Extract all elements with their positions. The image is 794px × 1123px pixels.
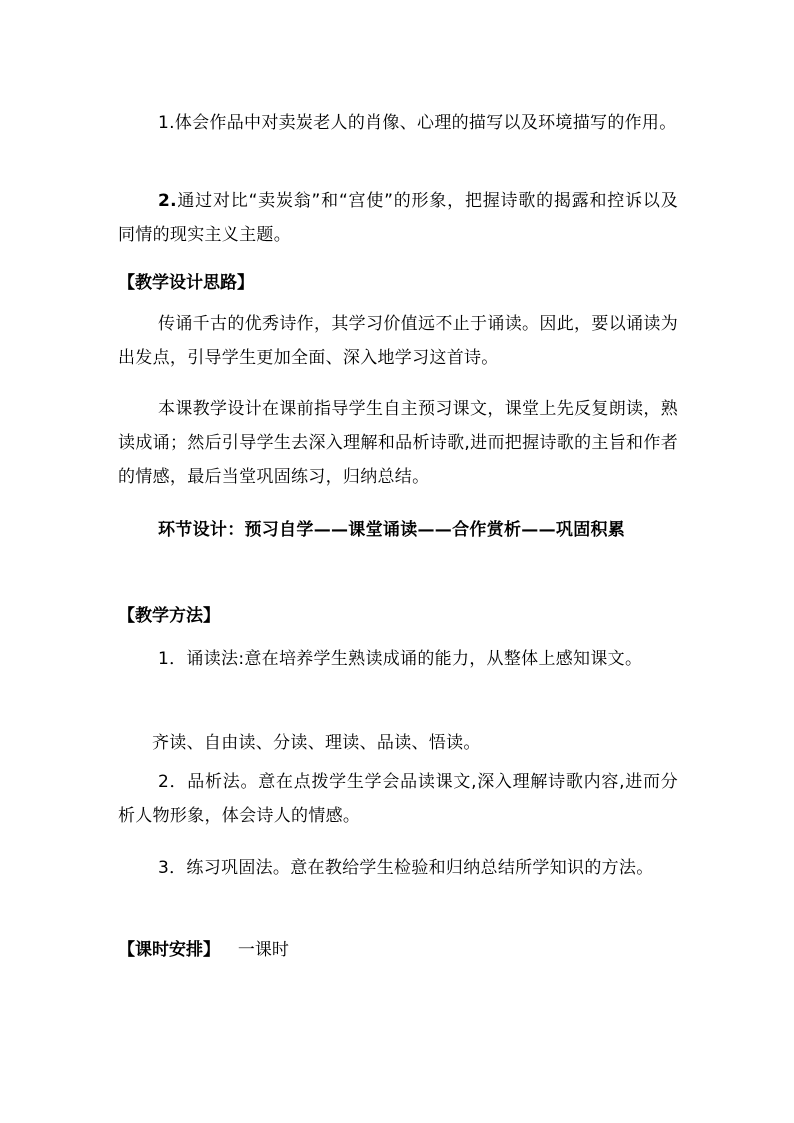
method-item-1-text: 诵读法:意在培养学生熟读成诵的能力，从整体上感知课文。 xyxy=(186,649,643,669)
schedule-heading: 【课时安排】 xyxy=(118,940,220,960)
objective-2-number: 2. xyxy=(158,191,177,211)
method-item-1 xyxy=(118,642,678,676)
method-item-2-text: 品析法。意在点拨学生学会品读课文,深入理解诗歌内容,进而分析人物形象，体会诗人的情感。 xyxy=(118,772,678,826)
design-heading: 【教学设计思路】 xyxy=(118,273,254,293)
design-paragraph-1: 传诵千古的优秀诗作，其学习价值远不止于诵读。因此，要以诵读为出发点，引导学生更加全面、深入地学习这首诗。 xyxy=(118,314,678,368)
schedule-line xyxy=(118,933,289,967)
methods-heading: 【教学方法】 xyxy=(118,606,220,626)
method-item-1-number: 1． xyxy=(158,649,187,669)
objective-2 xyxy=(118,184,678,252)
objective-1-text: 体会作品中对卖炭老人的肖像、心理的描写以及环境描写的作用。 xyxy=(174,113,677,133)
method-item-2 xyxy=(118,765,678,833)
design-paragraph-2: 本课教学设计在课前指导学生自主预习课文，课堂上先反复朗读，熟读成诵；然后引导学生去深入理解和品析诗歌,进而把握诗歌的主旨和作者的情感，最后当堂巩固练习，归纳总结。 xyxy=(118,399,678,487)
method-item-3 xyxy=(118,851,678,885)
objective-1 xyxy=(118,106,678,140)
method-item-3-number: 3． xyxy=(158,858,187,878)
method-reading-types: 齐读、自由读、分读、理读、品读、悟读。 xyxy=(152,733,481,753)
method-item-3-text: 练习巩固法。意在教给学生检验和归纳总结所学知识的方法。 xyxy=(186,858,654,878)
objective-2-text: 通过对比“卖炭翁”和“宫使”的形象，把握诗歌的揭露和控诉以及同情的现实主义主题。 xyxy=(118,191,678,245)
objective-1-number: 1. xyxy=(158,113,175,133)
schedule-value: 一课时 xyxy=(237,940,289,960)
design-flow: 环节设计：预习自学——课堂诵读——合作赏析——巩固积累 xyxy=(158,520,626,540)
method-item-2-number: 2． xyxy=(158,772,188,792)
